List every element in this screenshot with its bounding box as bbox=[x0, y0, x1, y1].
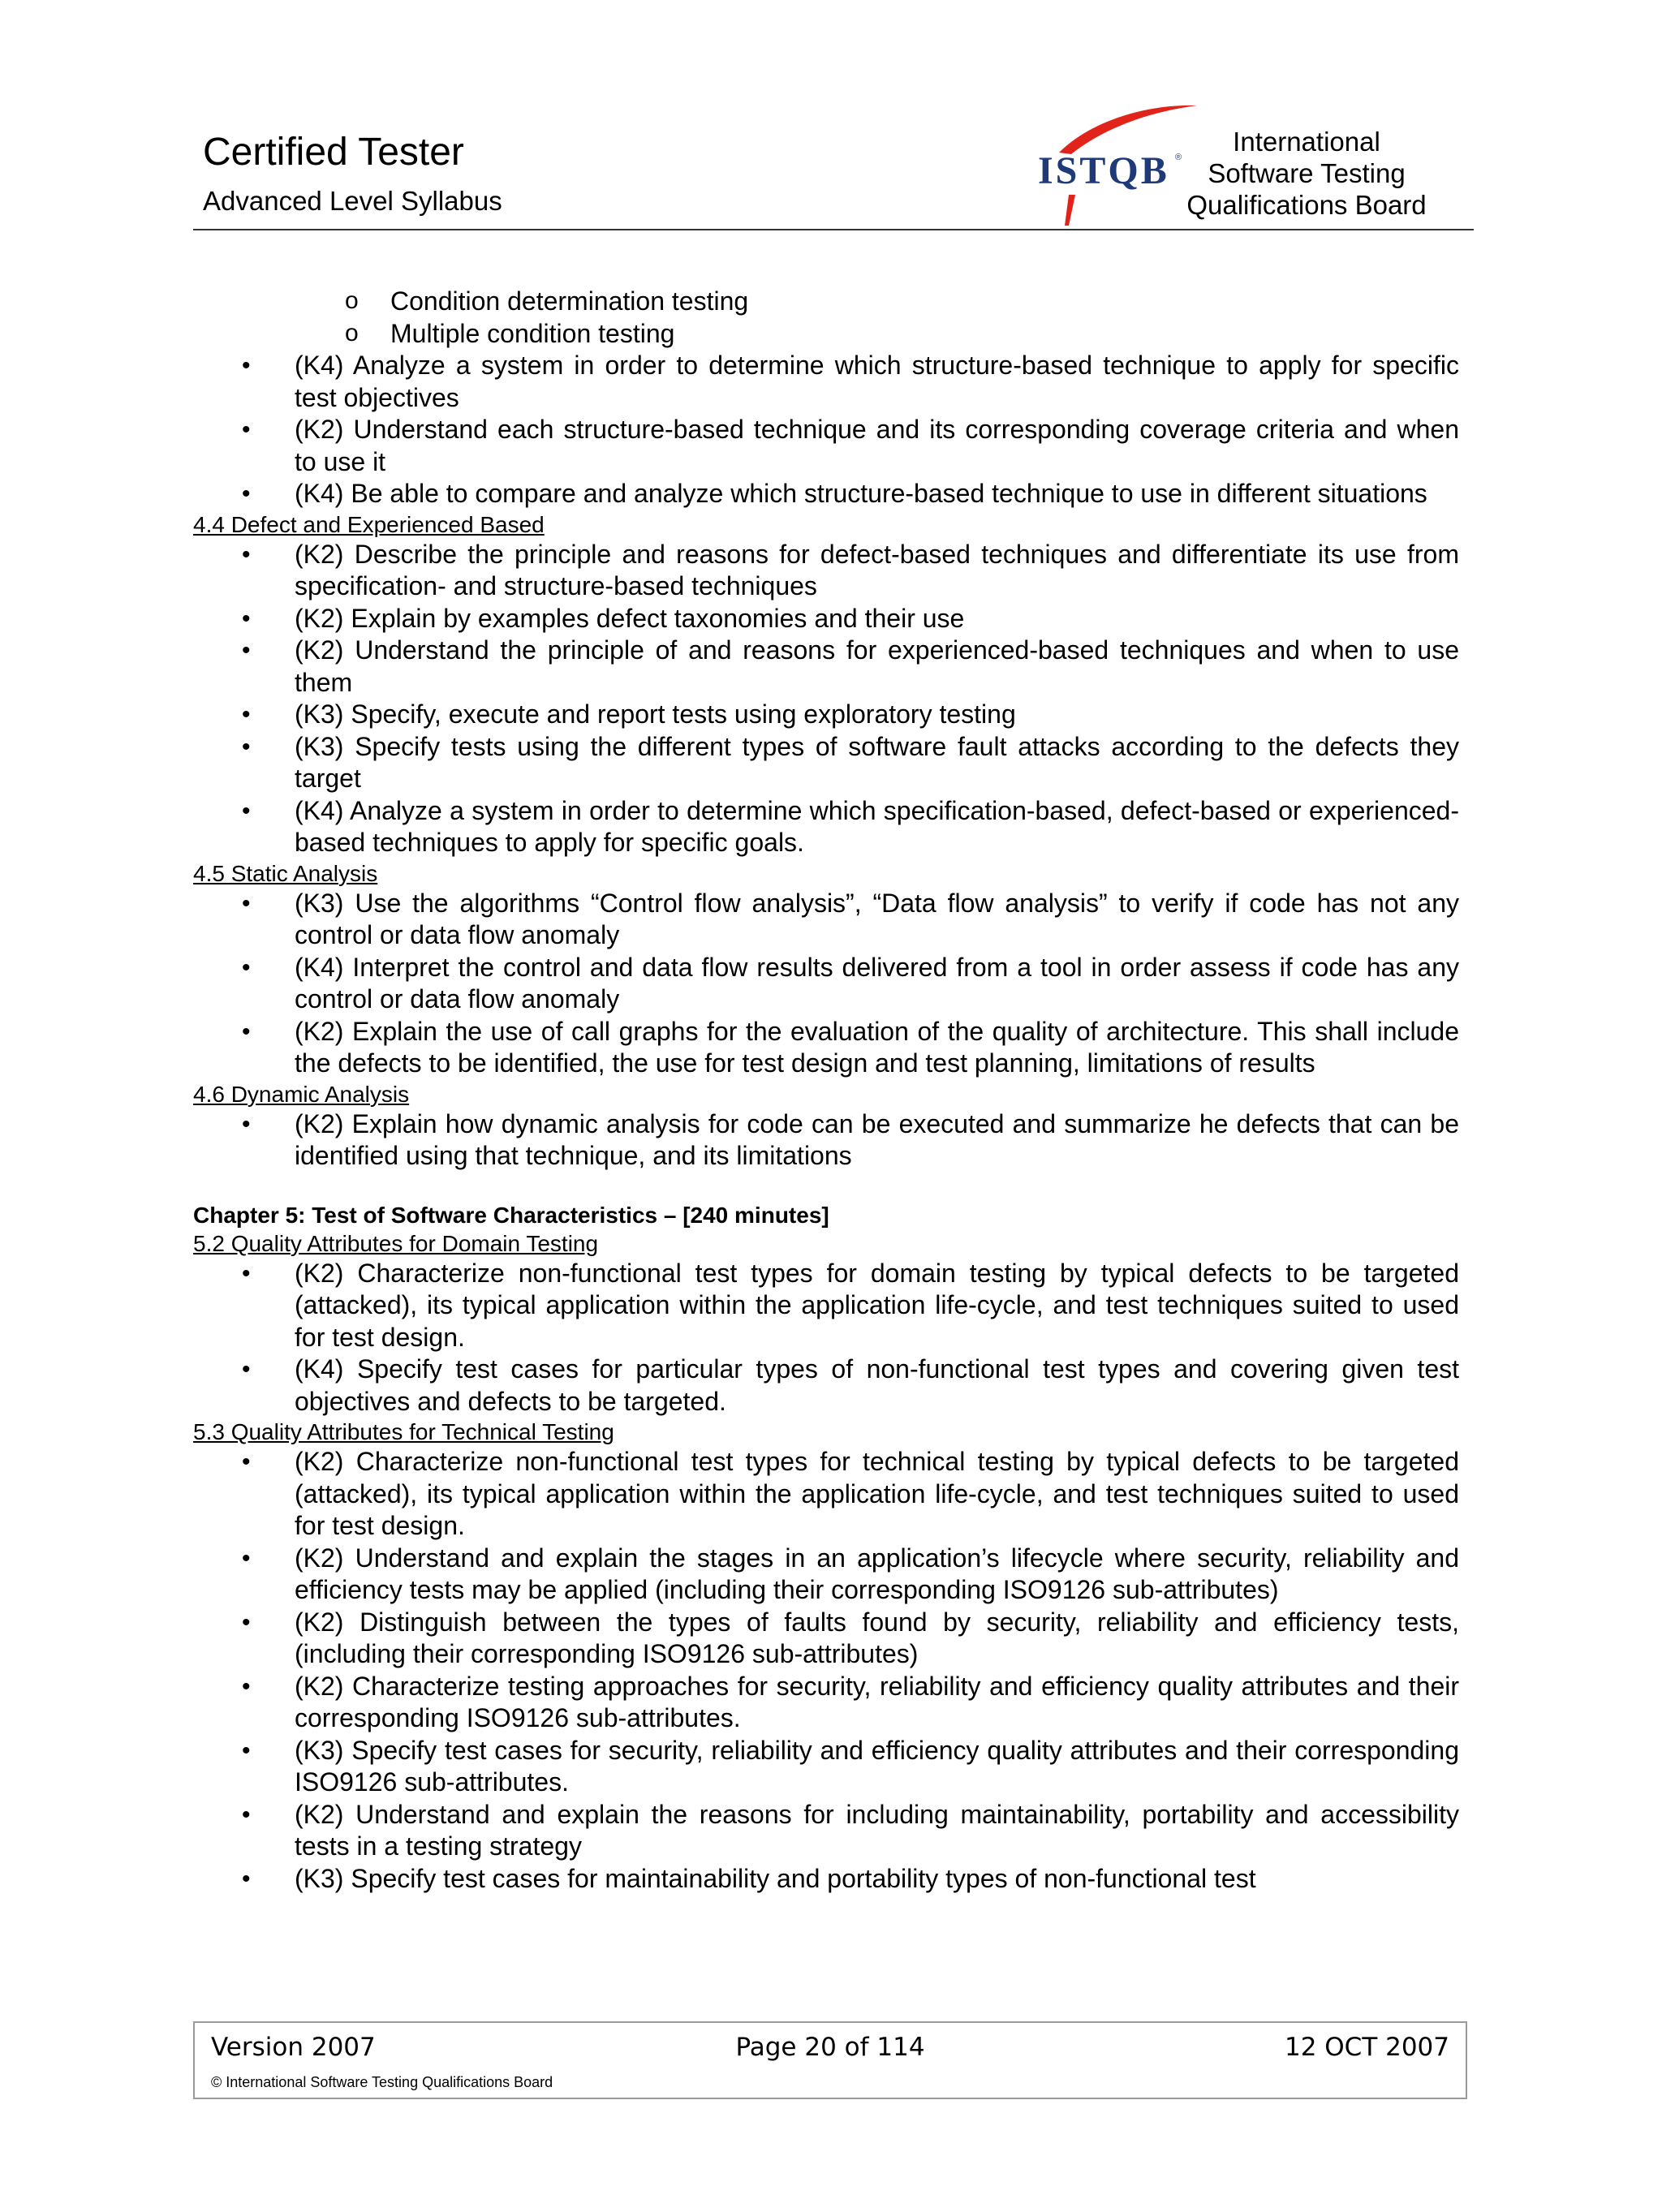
bullet-icon: • bbox=[242, 733, 251, 760]
list-item bbox=[193, 1607, 1459, 1671]
bullet-icon: • bbox=[242, 637, 251, 664]
list-item bbox=[193, 952, 1459, 1016]
item-text: (K2) Characterize non-functional test types for domain testing by typical defects to be targeted (attacked), its typical application within the application life-cycle, and test techniques suited to used for test design. bbox=[295, 1258, 1459, 1352]
item-text: (K3) Specify tests using the different types of software fault attacks according to the defects they target bbox=[295, 731, 1459, 793]
list-item bbox=[193, 1446, 1459, 1543]
bullet-icon: • bbox=[242, 1356, 251, 1383]
list-item bbox=[193, 1108, 1459, 1173]
bullet-icon: • bbox=[242, 1865, 251, 1892]
bullet-icon: • bbox=[242, 1259, 251, 1287]
item-text: (K3) Use the algorithms “Control flow analysis”, “Data flow analysis” to verify if code has not any control or data flow anomaly bbox=[295, 888, 1459, 949]
list-item bbox=[193, 888, 1459, 952]
section-heading-4-6: 4.6 Dynamic Analysis bbox=[193, 1081, 410, 1107]
list-item bbox=[193, 603, 1459, 635]
list-item bbox=[193, 414, 1459, 478]
header-subtitle: Advanced Level Syllabus bbox=[203, 186, 502, 216]
item-text: (K4) Specify test cases for particular types of non-functional test types and covering given test objectives and defects to be targeted. bbox=[295, 1354, 1459, 1416]
footer-date: 12 OCT 2007 bbox=[1284, 2033, 1449, 2062]
item-text: (K4) Interpret the control and data flow results delivered from a tool in order assess if code has any control or data flow anomaly bbox=[295, 952, 1459, 1013]
footer-page-number: Page 20 of 114 bbox=[735, 2033, 925, 2062]
bullet-icon: • bbox=[242, 797, 251, 824]
section-heading-5-2: 5.2 Quality Attributes for Domain Testing bbox=[193, 1230, 599, 1256]
bullet-icon: • bbox=[242, 701, 251, 728]
list-item bbox=[193, 478, 1459, 510]
sub-list-item bbox=[193, 318, 1459, 351]
list-item bbox=[193, 795, 1459, 859]
list-item bbox=[193, 1016, 1459, 1080]
bullet-icon: • bbox=[242, 1801, 251, 1828]
footer-version: Version 2007 bbox=[211, 2033, 376, 2062]
list-item bbox=[193, 1735, 1459, 1799]
section-heading-5-3: 5.3 Quality Attributes for Technical Testing bbox=[193, 1419, 614, 1444]
item-text: (K2) Understand and explain the stages in an application’s lifecycle where security, reliability and efficiency tests may be applied (including their corresponding ISO9126 sub-attributes) bbox=[295, 1543, 1459, 1604]
list-item bbox=[193, 731, 1459, 795]
bullet-icon: • bbox=[242, 480, 251, 507]
bullet-icon: • bbox=[242, 352, 251, 379]
item-text: (K2) Explain how dynamic analysis for code can be executed and summarize he defects that can be identified using that technique, and its limitations bbox=[295, 1108, 1459, 1170]
item-text: (K2) Characterize non-functional test types for technical testing by typical defects to be targeted (attacked), its typical application within the application life-cycle, and test techniques suited to used for test design. bbox=[295, 1447, 1459, 1540]
item-text: (K4) Analyze a system in order to determine which structure-based technique to apply for specific test objectives bbox=[295, 351, 1459, 412]
bullet-icon: • bbox=[242, 889, 251, 917]
item-text: (K2) Explain the use of call graphs for the evaluation of the quality of architecture. This shall include the defects to be identified, the use for test design and test planning, limitations of results bbox=[295, 1016, 1459, 1078]
bullet-icon: • bbox=[242, 1608, 251, 1636]
sub-list-item bbox=[193, 286, 1459, 318]
sub-item-text: Condition determination testing bbox=[390, 286, 749, 316]
bullet-icon: • bbox=[242, 1448, 251, 1475]
list-item bbox=[193, 539, 1459, 603]
bullet-icon: • bbox=[242, 1672, 251, 1700]
bullet-icon: • bbox=[242, 540, 251, 568]
registered-mark: ® bbox=[1175, 153, 1182, 162]
footer-copyright: © International Software Testing Qualifications Board bbox=[211, 2074, 553, 2090]
circle-bullet-icon: o bbox=[345, 287, 359, 314]
bullet-icon: • bbox=[242, 1736, 251, 1764]
chapter-heading: Chapter 5: Test of Software Characteristics – [240 minutes] bbox=[193, 1202, 829, 1228]
org-line-3: Qualifications Board bbox=[1186, 190, 1427, 220]
bullet-icon: • bbox=[242, 1544, 251, 1572]
item-text: (K2) Distinguish between the types of faults found by security, reliability and efficiency tests, (including their corresponding ISO9126 sub-attributes) bbox=[295, 1607, 1459, 1668]
list-item bbox=[193, 1353, 1459, 1418]
item-text: (K2) Describe the principle and reasons for defect-based techniques and differentiate its use from specification- and structure-based techniques bbox=[295, 539, 1459, 600]
list-item bbox=[193, 699, 1459, 731]
list-item bbox=[193, 635, 1459, 699]
header-organization bbox=[1185, 126, 1428, 221]
circle-bullet-icon: o bbox=[345, 319, 359, 346]
bullet-icon: • bbox=[242, 416, 251, 443]
page-footer bbox=[193, 2021, 1467, 2099]
org-line-2: Software Testing bbox=[1208, 158, 1406, 188]
sub-item-text: Multiple condition testing bbox=[390, 318, 675, 348]
header-divider bbox=[193, 229, 1474, 230]
list-item bbox=[193, 1258, 1459, 1354]
list-item bbox=[193, 1671, 1459, 1735]
logo-wordmark: ISTQB bbox=[1038, 149, 1169, 192]
item-text: (K3) Specify test cases for maintainability and portability types of non-functional test bbox=[295, 1863, 1256, 1893]
list-item bbox=[193, 1543, 1459, 1607]
item-text: (K4) Analyze a system in order to determine which specification-based, defect-based or experienced-based techniques to apply for specific goals. bbox=[295, 795, 1459, 857]
bullet-icon: • bbox=[242, 953, 251, 981]
header-title: Certified Tester bbox=[203, 131, 464, 174]
item-text: (K2) Explain by examples defect taxonomies and their use bbox=[295, 603, 965, 633]
section-heading-4-5: 4.5 Static Analysis bbox=[193, 860, 378, 886]
item-text: (K2) Understand and explain the reasons for including maintainability, portability and accessibility tests in a testing strategy bbox=[295, 1799, 1459, 1861]
org-line-1: International bbox=[1233, 127, 1380, 157]
document-body bbox=[193, 286, 1459, 1895]
item-text: (K2) Characterize testing approaches for security, reliability and efficiency quality attributes and their corresponding ISO9126 sub-attributes. bbox=[295, 1671, 1459, 1732]
list-item bbox=[193, 350, 1459, 414]
item-text: (K2) Understand the principle of and reasons for experienced-based techniques and when to use them bbox=[295, 635, 1459, 697]
item-text: (K4) Be able to compare and analyze which structure-based technique to use in different situations bbox=[295, 479, 1427, 508]
list-item bbox=[193, 1799, 1459, 1863]
item-text: (K2) Understand each structure-based technique and its corresponding coverage criteria and when to use it bbox=[295, 415, 1459, 476]
item-text: (K3) Specify, execute and report tests using exploratory testing bbox=[295, 699, 1016, 729]
bullet-icon: • bbox=[242, 1110, 251, 1138]
item-text: (K3) Specify test cases for security, reliability and efficiency quality attributes and their corresponding ISO9126 sub-attributes. bbox=[295, 1735, 1459, 1797]
list-item bbox=[193, 1863, 1459, 1896]
bullet-icon: • bbox=[242, 605, 251, 632]
section-heading-4-4: 4.4 Defect and Experienced Based bbox=[193, 511, 545, 537]
bullet-icon: • bbox=[242, 1018, 251, 1045]
